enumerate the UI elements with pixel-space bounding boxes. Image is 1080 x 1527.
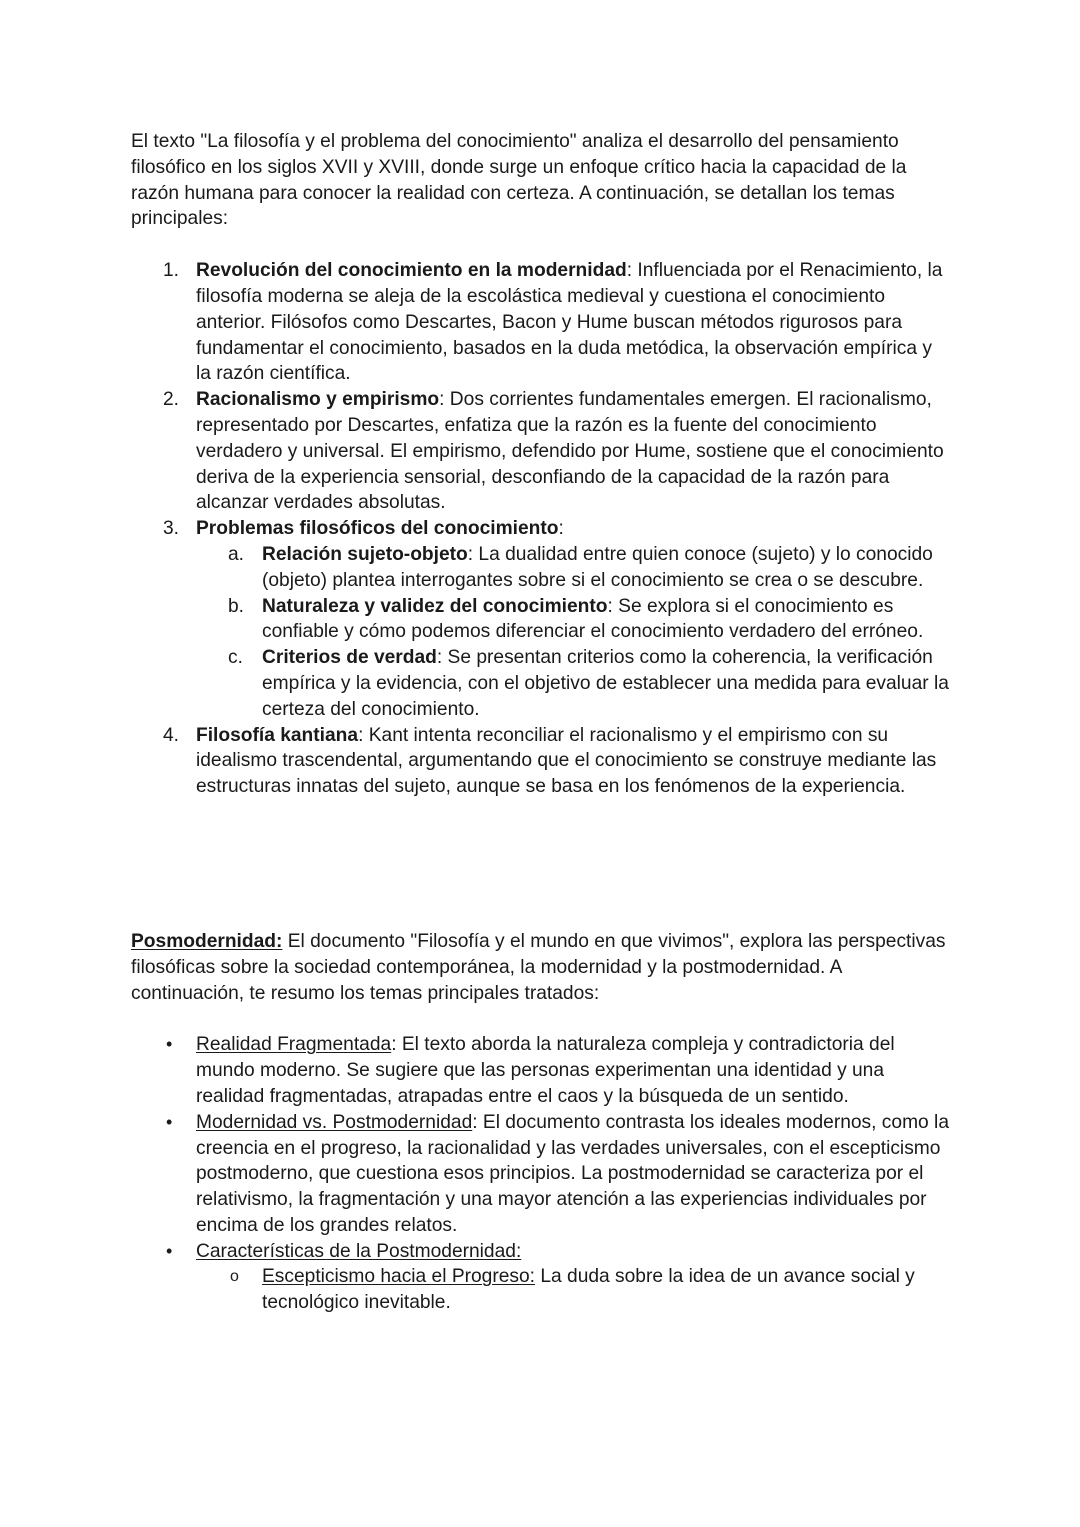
sub-bullet-list (196, 1264, 951, 1316)
list-item-3 (131, 516, 951, 722)
list-marker: 2. (163, 389, 180, 411)
item-text: : Dos corrientes fundamentales emergen. El racionalismo, representado por Descartes, enfatiza que la razón es la fuente del conocimiento verdadero y universal. El empirismo, defendido por Hume, sostiene que el conocimiento deriva de la experiencia sensorial, desconfiando de la capacidad de la razón para alcanzar verdades absolutas. (196, 389, 944, 514)
sub-item-text: : Se presentan criterios como la coherencia, la verificación empírica y la evidencia, con el objetivo de establecer una medida para evaluar la certeza del conocimiento. (262, 647, 949, 720)
sub-item-text: : Se explora si el conocimiento es confiable y cómo podemos diferenciar el conocimiento verdadero del erróneo. (262, 595, 924, 643)
bullet-title: Modernidad vs. Postmodernidad (196, 1111, 473, 1133)
item-title: Racionalismo y empirismo (196, 389, 440, 411)
sub-bullet-title: Escepticismo hacia el Progreso: (262, 1266, 536, 1288)
bullet-title: Características de la Postmodernidad: (196, 1240, 522, 1262)
bullet-icon: • (166, 1240, 173, 1261)
intro-text: El documento "Filosofía y el mundo en que vivimos", explora las perspectivas filosóficas sobre la sociedad contemporánea, la modernidad y la postmodernidad. A continuación, te resumo los temas principales tratados: (131, 930, 946, 1004)
intro-paragraph: El texto "La filosofía y el problema del conocimiento" analiza el desarrollo del pensamiento filosófico en los siglos XVII y XVIII, donde surge un enfoque crítico hacia la capacidad de la razón humana para conocer la realidad con certeza. A continuación, se detallan los temas principales: (131, 131, 907, 230)
bullet-icon: • (166, 1111, 173, 1132)
bullet-item-3 (131, 1239, 951, 1316)
list-item-2 (131, 387, 951, 516)
numbered-list (131, 258, 951, 800)
bullet-text: : El documento contrasta los ideales modernos, como la creencia en el progreso, la racionalidad y las verdades universales, con el escepticismo postmoderno, que cuestiona esos principios. La postmodernidad se caracteriza por el relativismo, la fragmentación y una mayor atención a las experiencias individuales por encima de los grandes relatos. (196, 1111, 949, 1236)
sub-marker: a. (228, 543, 245, 565)
list-marker: 4. (163, 724, 180, 746)
postmodernity-intro (131, 929, 951, 1006)
bullet-text: : El texto aborda la naturaleza compleja y contradictoria del mundo moderno. Se sugiere que las personas experimentan una identidad y una realidad fragmentadas, atrapadas entre el caos y la búsqueda de un sentido. (196, 1034, 895, 1107)
document-page (131, 129, 951, 1316)
sub-item-text: : La dualidad entre quien conoce (sujeto) y lo conocido (objeto) plantea interrogantes sobre si el conocimiento se crea o se descubre. (262, 543, 933, 591)
section-gap (131, 800, 951, 929)
list-item-4 (131, 723, 951, 800)
sub-item-title: Naturaleza y validez del conocimiento (262, 595, 608, 617)
sub-item-title: Criterios de verdad (262, 647, 437, 669)
section-heading: Posmodernidad: (131, 930, 283, 952)
item-text: : Kant intenta reconciliar el racionalismo y el empirismo con su idealismo trascendental, argumentando que el conocimiento se construye mediante las estructuras innatas del sujeto, aunque se basa en los fenómenos de la experiencia. (196, 724, 937, 798)
sub-item-a (131, 542, 951, 594)
sub-list (196, 542, 951, 723)
bullet-icon: • (166, 1034, 173, 1055)
list-marker: 3. (163, 518, 180, 540)
bullet-item-1 (131, 1032, 951, 1109)
item-title: Problemas filosóficos del conocimiento (196, 518, 559, 540)
sub-item-c (131, 645, 951, 722)
item-text: : Influenciada por el Renacimiento, la filosofía moderna se aleja de la escolástica medieval y cuestiona el conocimiento anterior. Filósofos como Descartes, Bacon y Hume buscan métodos rigurosos para fundamentar el conocimiento, basados en la duda metódica, la observación empírica y la razón científica. (196, 260, 943, 385)
bullet-title: Realidad Fragmentada (196, 1034, 392, 1056)
sub-bullet-text: La duda sobre la idea de un avance social y tecnológico inevitable. (262, 1266, 915, 1314)
sub-item-title: Relación sujeto-objeto (262, 543, 468, 565)
item-title: Filosofía kantiana (196, 724, 359, 746)
list-marker: 1. (163, 260, 180, 282)
circle-bullet-icon: o (230, 1268, 239, 1286)
sub-marker: b. (228, 595, 245, 617)
sub-item-b (131, 594, 951, 646)
sub-marker: c. (228, 647, 243, 669)
item-text: : (558, 518, 564, 540)
bullet-item-2 (131, 1110, 951, 1239)
bullet-list (131, 1032, 951, 1316)
sub-bullet-item-1 (131, 1264, 951, 1316)
list-item-1 (131, 258, 951, 387)
item-title: Revolución del conocimiento en la modernidad (196, 260, 627, 282)
